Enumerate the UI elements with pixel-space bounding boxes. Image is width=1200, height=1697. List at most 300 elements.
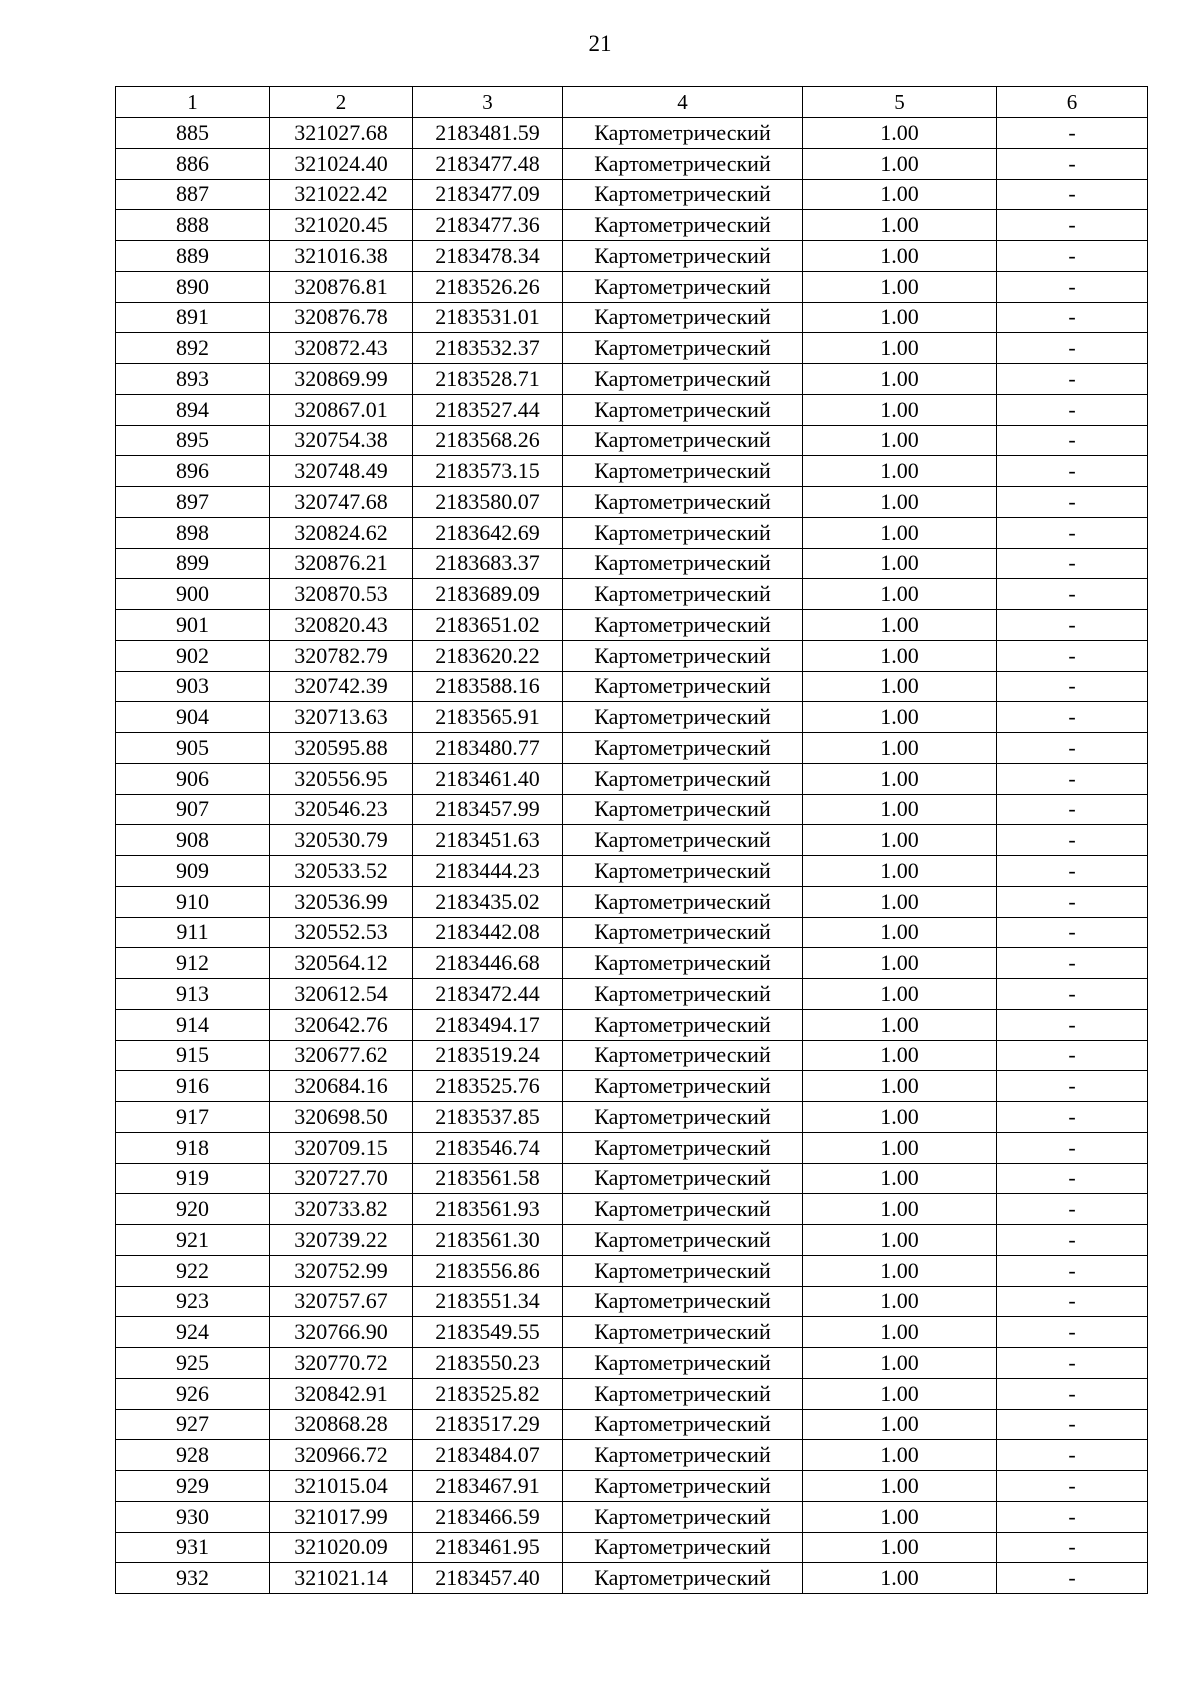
- y-coordinate-cell: 2183446.68: [413, 948, 563, 979]
- accuracy-cell: 1.00: [803, 825, 997, 856]
- accuracy-cell: 1.00: [803, 364, 997, 395]
- point-number-cell: 907: [116, 794, 270, 825]
- table-row: [116, 364, 1148, 395]
- description-cell: -: [997, 1317, 1148, 1348]
- table-row: [116, 1071, 1148, 1102]
- y-coordinate-cell: 2183531.01: [413, 302, 563, 333]
- method-cell: Картометрический: [563, 1071, 803, 1102]
- x-coordinate-cell: 321020.09: [270, 1532, 413, 1563]
- point-number-cell: 914: [116, 1009, 270, 1040]
- point-number-cell: 930: [116, 1501, 270, 1532]
- accuracy-cell: 1.00: [803, 302, 997, 333]
- table-row: [116, 118, 1148, 149]
- description-cell: -: [997, 271, 1148, 302]
- method-cell: Картометрический: [563, 548, 803, 579]
- header-row: [116, 87, 1148, 118]
- table-row: [116, 1286, 1148, 1317]
- y-coordinate-cell: 2183481.59: [413, 118, 563, 149]
- x-coordinate-cell: 321016.38: [270, 241, 413, 272]
- accuracy-cell: 1.00: [803, 271, 997, 302]
- accuracy-cell: 1.00: [803, 1563, 997, 1594]
- y-coordinate-cell: 2183480.77: [413, 733, 563, 764]
- x-coordinate-cell: 320642.76: [270, 1009, 413, 1040]
- y-coordinate-cell: 2183588.16: [413, 671, 563, 702]
- y-coordinate-cell: 2183528.71: [413, 364, 563, 395]
- point-number-cell: 928: [116, 1440, 270, 1471]
- method-cell: Картометрический: [563, 948, 803, 979]
- x-coordinate-cell: 320748.49: [270, 456, 413, 487]
- table-row: [116, 241, 1148, 272]
- y-coordinate-cell: 2183517.29: [413, 1409, 563, 1440]
- accuracy-cell: 1.00: [803, 1348, 997, 1379]
- method-cell: Картометрический: [563, 364, 803, 395]
- y-coordinate-cell: 2183561.93: [413, 1194, 563, 1225]
- description-cell: -: [997, 886, 1148, 917]
- accuracy-cell: 1.00: [803, 241, 997, 272]
- y-coordinate-cell: 2183461.95: [413, 1532, 563, 1563]
- y-coordinate-cell: 2183478.34: [413, 241, 563, 272]
- y-coordinate-cell: 2183568.26: [413, 425, 563, 456]
- y-coordinate-cell: 2183580.07: [413, 487, 563, 518]
- accuracy-cell: 1.00: [803, 1440, 997, 1471]
- description-cell: -: [997, 763, 1148, 794]
- method-cell: Картометрический: [563, 886, 803, 917]
- point-number-cell: 886: [116, 148, 270, 179]
- accuracy-cell: 1.00: [803, 1009, 997, 1040]
- table-row: [116, 886, 1148, 917]
- y-coordinate-cell: 2183642.69: [413, 517, 563, 548]
- description-cell: -: [997, 733, 1148, 764]
- y-coordinate-cell: 2183525.76: [413, 1071, 563, 1102]
- description-cell: -: [997, 1348, 1148, 1379]
- y-coordinate-cell: 2183444.23: [413, 856, 563, 887]
- y-coordinate-cell: 2183549.55: [413, 1317, 563, 1348]
- x-coordinate-cell: 320770.72: [270, 1348, 413, 1379]
- method-cell: Картометрический: [563, 1163, 803, 1194]
- point-number-cell: 913: [116, 979, 270, 1010]
- description-cell: -: [997, 579, 1148, 610]
- y-coordinate-cell: 2183435.02: [413, 886, 563, 917]
- accuracy-cell: 1.00: [803, 1471, 997, 1502]
- table-row: [116, 302, 1148, 333]
- column-header-5: 5: [803, 87, 997, 118]
- method-cell: Картометрический: [563, 640, 803, 671]
- description-cell: -: [997, 302, 1148, 333]
- description-cell: -: [997, 548, 1148, 579]
- accuracy-cell: 1.00: [803, 979, 997, 1010]
- x-coordinate-cell: 320709.15: [270, 1132, 413, 1163]
- y-coordinate-cell: 2183537.85: [413, 1102, 563, 1133]
- table-row: [116, 456, 1148, 487]
- point-number-cell: 924: [116, 1317, 270, 1348]
- y-coordinate-cell: 2183620.22: [413, 640, 563, 671]
- point-number-cell: 905: [116, 733, 270, 764]
- x-coordinate-cell: 320876.78: [270, 302, 413, 333]
- table-row: [116, 856, 1148, 887]
- method-cell: Картометрический: [563, 333, 803, 364]
- point-number-cell: 889: [116, 241, 270, 272]
- y-coordinate-cell: 2183565.91: [413, 702, 563, 733]
- table-row: [116, 1317, 1148, 1348]
- y-coordinate-cell: 2183546.74: [413, 1132, 563, 1163]
- method-cell: Картометрический: [563, 241, 803, 272]
- point-number-cell: 893: [116, 364, 270, 395]
- accuracy-cell: 1.00: [803, 456, 997, 487]
- x-coordinate-cell: 320556.95: [270, 763, 413, 794]
- coordinates-table: [115, 86, 1148, 1594]
- x-coordinate-cell: 320552.53: [270, 917, 413, 948]
- point-number-cell: 911: [116, 917, 270, 948]
- description-cell: -: [997, 210, 1148, 241]
- description-cell: -: [997, 1563, 1148, 1594]
- table-row: [116, 579, 1148, 610]
- table-row: [116, 1255, 1148, 1286]
- y-coordinate-cell: 2183561.30: [413, 1225, 563, 1256]
- y-coordinate-cell: 2183573.15: [413, 456, 563, 487]
- x-coordinate-cell: 320757.67: [270, 1286, 413, 1317]
- method-cell: Картометрический: [563, 1225, 803, 1256]
- accuracy-cell: 1.00: [803, 610, 997, 641]
- accuracy-cell: 1.00: [803, 1317, 997, 1348]
- table-row: [116, 671, 1148, 702]
- method-cell: Картометрический: [563, 271, 803, 302]
- x-coordinate-cell: 320820.43: [270, 610, 413, 641]
- point-number-cell: 887: [116, 179, 270, 210]
- x-coordinate-cell: 320713.63: [270, 702, 413, 733]
- description-cell: -: [997, 1378, 1148, 1409]
- table-row: [116, 425, 1148, 456]
- method-cell: Картометрический: [563, 979, 803, 1010]
- method-cell: Картометрический: [563, 425, 803, 456]
- accuracy-cell: 1.00: [803, 856, 997, 887]
- table-row: [116, 333, 1148, 364]
- point-number-cell: 921: [116, 1225, 270, 1256]
- description-cell: -: [997, 917, 1148, 948]
- y-coordinate-cell: 2183683.37: [413, 548, 563, 579]
- description-cell: -: [997, 1163, 1148, 1194]
- table-row: [116, 948, 1148, 979]
- x-coordinate-cell: 321021.14: [270, 1563, 413, 1594]
- table-header: [116, 87, 1148, 118]
- accuracy-cell: 1.00: [803, 886, 997, 917]
- description-cell: -: [997, 1532, 1148, 1563]
- table-row: [116, 394, 1148, 425]
- x-coordinate-cell: 320536.99: [270, 886, 413, 917]
- x-coordinate-cell: 320867.01: [270, 394, 413, 425]
- table-row: [116, 610, 1148, 641]
- method-cell: Картометрический: [563, 302, 803, 333]
- description-cell: -: [997, 333, 1148, 364]
- point-number-cell: 929: [116, 1471, 270, 1502]
- accuracy-cell: 1.00: [803, 763, 997, 794]
- table-row: [116, 733, 1148, 764]
- point-number-cell: 895: [116, 425, 270, 456]
- description-cell: -: [997, 1471, 1148, 1502]
- x-coordinate-cell: 320752.99: [270, 1255, 413, 1286]
- description-cell: -: [997, 640, 1148, 671]
- y-coordinate-cell: 2183477.48: [413, 148, 563, 179]
- method-cell: Картометрический: [563, 825, 803, 856]
- table-row: [116, 271, 1148, 302]
- x-coordinate-cell: 320684.16: [270, 1071, 413, 1102]
- x-coordinate-cell: 320876.21: [270, 548, 413, 579]
- x-coordinate-cell: 320824.62: [270, 517, 413, 548]
- x-coordinate-cell: 320530.79: [270, 825, 413, 856]
- x-coordinate-cell: 321020.45: [270, 210, 413, 241]
- method-cell: Картометрический: [563, 487, 803, 518]
- y-coordinate-cell: 2183472.44: [413, 979, 563, 1010]
- accuracy-cell: 1.00: [803, 1163, 997, 1194]
- point-number-cell: 903: [116, 671, 270, 702]
- description-cell: -: [997, 979, 1148, 1010]
- y-coordinate-cell: 2183525.82: [413, 1378, 563, 1409]
- x-coordinate-cell: 320546.23: [270, 794, 413, 825]
- y-coordinate-cell: 2183689.09: [413, 579, 563, 610]
- x-coordinate-cell: 321015.04: [270, 1471, 413, 1502]
- y-coordinate-cell: 2183477.36: [413, 210, 563, 241]
- point-number-cell: 896: [116, 456, 270, 487]
- method-cell: Картометрический: [563, 702, 803, 733]
- method-cell: Картометрический: [563, 1317, 803, 1348]
- description-cell: -: [997, 610, 1148, 641]
- description-cell: -: [997, 1286, 1148, 1317]
- y-coordinate-cell: 2183561.58: [413, 1163, 563, 1194]
- x-coordinate-cell: 321024.40: [270, 148, 413, 179]
- x-coordinate-cell: 320595.88: [270, 733, 413, 764]
- accuracy-cell: 1.00: [803, 1286, 997, 1317]
- accuracy-cell: 1.00: [803, 1102, 997, 1133]
- point-number-cell: 931: [116, 1532, 270, 1563]
- accuracy-cell: 1.00: [803, 179, 997, 210]
- method-cell: Картометрический: [563, 733, 803, 764]
- point-number-cell: 890: [116, 271, 270, 302]
- x-coordinate-cell: 320876.81: [270, 271, 413, 302]
- method-cell: Картометрический: [563, 1471, 803, 1502]
- method-cell: Картометрический: [563, 763, 803, 794]
- description-cell: -: [997, 702, 1148, 733]
- point-number-cell: 908: [116, 825, 270, 856]
- method-cell: Картометрический: [563, 1102, 803, 1133]
- method-cell: Картометрический: [563, 148, 803, 179]
- description-cell: -: [997, 1255, 1148, 1286]
- table-row: [116, 1501, 1148, 1532]
- method-cell: Картометрический: [563, 1378, 803, 1409]
- point-number-cell: 888: [116, 210, 270, 241]
- description-cell: -: [997, 241, 1148, 272]
- point-number-cell: 923: [116, 1286, 270, 1317]
- description-cell: -: [997, 364, 1148, 395]
- y-coordinate-cell: 2183461.40: [413, 763, 563, 794]
- y-coordinate-cell: 2183467.91: [413, 1471, 563, 1502]
- point-number-cell: 891: [116, 302, 270, 333]
- method-cell: Картометрический: [563, 118, 803, 149]
- x-coordinate-cell: 320766.90: [270, 1317, 413, 1348]
- y-coordinate-cell: 2183556.86: [413, 1255, 563, 1286]
- point-number-cell: 892: [116, 333, 270, 364]
- point-number-cell: 926: [116, 1378, 270, 1409]
- description-cell: -: [997, 1040, 1148, 1071]
- x-coordinate-cell: 320612.54: [270, 979, 413, 1010]
- accuracy-cell: 1.00: [803, 1132, 997, 1163]
- point-number-cell: 916: [116, 1071, 270, 1102]
- point-number-cell: 904: [116, 702, 270, 733]
- y-coordinate-cell: 2183527.44: [413, 394, 563, 425]
- y-coordinate-cell: 2183532.37: [413, 333, 563, 364]
- point-number-cell: 919: [116, 1163, 270, 1194]
- table-row: [116, 917, 1148, 948]
- method-cell: Картометрический: [563, 671, 803, 702]
- table-row: [116, 1132, 1148, 1163]
- method-cell: Картометрический: [563, 1255, 803, 1286]
- column-header-4: 4: [563, 87, 803, 118]
- table-row: [116, 702, 1148, 733]
- accuracy-cell: 1.00: [803, 1194, 997, 1225]
- method-cell: Картометрический: [563, 210, 803, 241]
- point-number-cell: 920: [116, 1194, 270, 1225]
- y-coordinate-cell: 2183519.24: [413, 1040, 563, 1071]
- y-coordinate-cell: 2183651.02: [413, 610, 563, 641]
- description-cell: -: [997, 1440, 1148, 1471]
- method-cell: Картометрический: [563, 1563, 803, 1594]
- x-coordinate-cell: 320698.50: [270, 1102, 413, 1133]
- accuracy-cell: 1.00: [803, 1225, 997, 1256]
- table-row: [116, 1440, 1148, 1471]
- description-cell: -: [997, 456, 1148, 487]
- y-coordinate-cell: 2183550.23: [413, 1348, 563, 1379]
- accuracy-cell: 1.00: [803, 394, 997, 425]
- table-row: [116, 640, 1148, 671]
- x-coordinate-cell: 320842.91: [270, 1378, 413, 1409]
- accuracy-cell: 1.00: [803, 1409, 997, 1440]
- point-number-cell: 899: [116, 548, 270, 579]
- accuracy-cell: 1.00: [803, 1255, 997, 1286]
- description-cell: -: [997, 1501, 1148, 1532]
- accuracy-cell: 1.00: [803, 733, 997, 764]
- method-cell: Картометрический: [563, 1009, 803, 1040]
- table-row: [116, 1009, 1148, 1040]
- method-cell: Картометрический: [563, 1440, 803, 1471]
- method-cell: Картометрический: [563, 517, 803, 548]
- x-coordinate-cell: 320868.28: [270, 1409, 413, 1440]
- description-cell: -: [997, 671, 1148, 702]
- method-cell: Картометрический: [563, 1194, 803, 1225]
- method-cell: Картометрический: [563, 794, 803, 825]
- x-coordinate-cell: 320742.39: [270, 671, 413, 702]
- accuracy-cell: 1.00: [803, 210, 997, 241]
- description-cell: -: [997, 825, 1148, 856]
- column-header-2: 2: [270, 87, 413, 118]
- x-coordinate-cell: 320872.43: [270, 333, 413, 364]
- method-cell: Картометрический: [563, 856, 803, 887]
- description-cell: -: [997, 1009, 1148, 1040]
- accuracy-cell: 1.00: [803, 640, 997, 671]
- description-cell: -: [997, 1194, 1148, 1225]
- x-coordinate-cell: 321017.99: [270, 1501, 413, 1532]
- method-cell: Картометрический: [563, 456, 803, 487]
- accuracy-cell: 1.00: [803, 148, 997, 179]
- table-row: [116, 148, 1148, 179]
- description-cell: -: [997, 1132, 1148, 1163]
- accuracy-cell: 1.00: [803, 702, 997, 733]
- method-cell: Картометрический: [563, 917, 803, 948]
- y-coordinate-cell: 2183466.59: [413, 1501, 563, 1532]
- point-number-cell: 917: [116, 1102, 270, 1133]
- y-coordinate-cell: 2183457.99: [413, 794, 563, 825]
- y-coordinate-cell: 2183457.40: [413, 1563, 563, 1594]
- x-coordinate-cell: 320727.70: [270, 1163, 413, 1194]
- x-coordinate-cell: 320782.79: [270, 640, 413, 671]
- description-cell: -: [997, 118, 1148, 149]
- description-cell: -: [997, 1071, 1148, 1102]
- table-row: [116, 487, 1148, 518]
- description-cell: -: [997, 148, 1148, 179]
- accuracy-cell: 1.00: [803, 579, 997, 610]
- table-row: [116, 1194, 1148, 1225]
- y-coordinate-cell: 2183551.34: [413, 1286, 563, 1317]
- method-cell: Картометрический: [563, 1040, 803, 1071]
- accuracy-cell: 1.00: [803, 671, 997, 702]
- x-coordinate-cell: 320533.52: [270, 856, 413, 887]
- description-cell: -: [997, 1225, 1148, 1256]
- accuracy-cell: 1.00: [803, 1040, 997, 1071]
- column-header-3: 3: [413, 87, 563, 118]
- method-cell: Картометрический: [563, 1532, 803, 1563]
- accuracy-cell: 1.00: [803, 333, 997, 364]
- description-cell: -: [997, 425, 1148, 456]
- accuracy-cell: 1.00: [803, 1501, 997, 1532]
- y-coordinate-cell: 2183484.07: [413, 1440, 563, 1471]
- point-number-cell: 909: [116, 856, 270, 887]
- x-coordinate-cell: 321027.68: [270, 118, 413, 149]
- point-number-cell: 885: [116, 118, 270, 149]
- y-coordinate-cell: 2183451.63: [413, 825, 563, 856]
- description-cell: -: [997, 794, 1148, 825]
- y-coordinate-cell: 2183526.26: [413, 271, 563, 302]
- point-number-cell: 918: [116, 1132, 270, 1163]
- point-number-cell: 900: [116, 579, 270, 610]
- accuracy-cell: 1.00: [803, 1071, 997, 1102]
- column-header-6: 6: [997, 87, 1148, 118]
- method-cell: Картометрический: [563, 579, 803, 610]
- point-number-cell: 925: [116, 1348, 270, 1379]
- accuracy-cell: 1.00: [803, 118, 997, 149]
- method-cell: Картометрический: [563, 179, 803, 210]
- accuracy-cell: 1.00: [803, 517, 997, 548]
- method-cell: Картометрический: [563, 1132, 803, 1163]
- point-number-cell: 901: [116, 610, 270, 641]
- x-coordinate-cell: 321022.42: [270, 179, 413, 210]
- x-coordinate-cell: 320733.82: [270, 1194, 413, 1225]
- accuracy-cell: 1.00: [803, 794, 997, 825]
- description-cell: -: [997, 948, 1148, 979]
- method-cell: Картометрический: [563, 610, 803, 641]
- method-cell: Картометрический: [563, 1348, 803, 1379]
- table-row: [116, 548, 1148, 579]
- table-row: [116, 179, 1148, 210]
- y-coordinate-cell: 2183494.17: [413, 1009, 563, 1040]
- x-coordinate-cell: 320564.12: [270, 948, 413, 979]
- point-number-cell: 910: [116, 886, 270, 917]
- table-row: [116, 1348, 1148, 1379]
- accuracy-cell: 1.00: [803, 1532, 997, 1563]
- description-cell: -: [997, 1102, 1148, 1133]
- x-coordinate-cell: 320747.68: [270, 487, 413, 518]
- method-cell: Картометрический: [563, 394, 803, 425]
- method-cell: Картометрический: [563, 1409, 803, 1440]
- description-cell: -: [997, 179, 1148, 210]
- x-coordinate-cell: 320739.22: [270, 1225, 413, 1256]
- point-number-cell: 912: [116, 948, 270, 979]
